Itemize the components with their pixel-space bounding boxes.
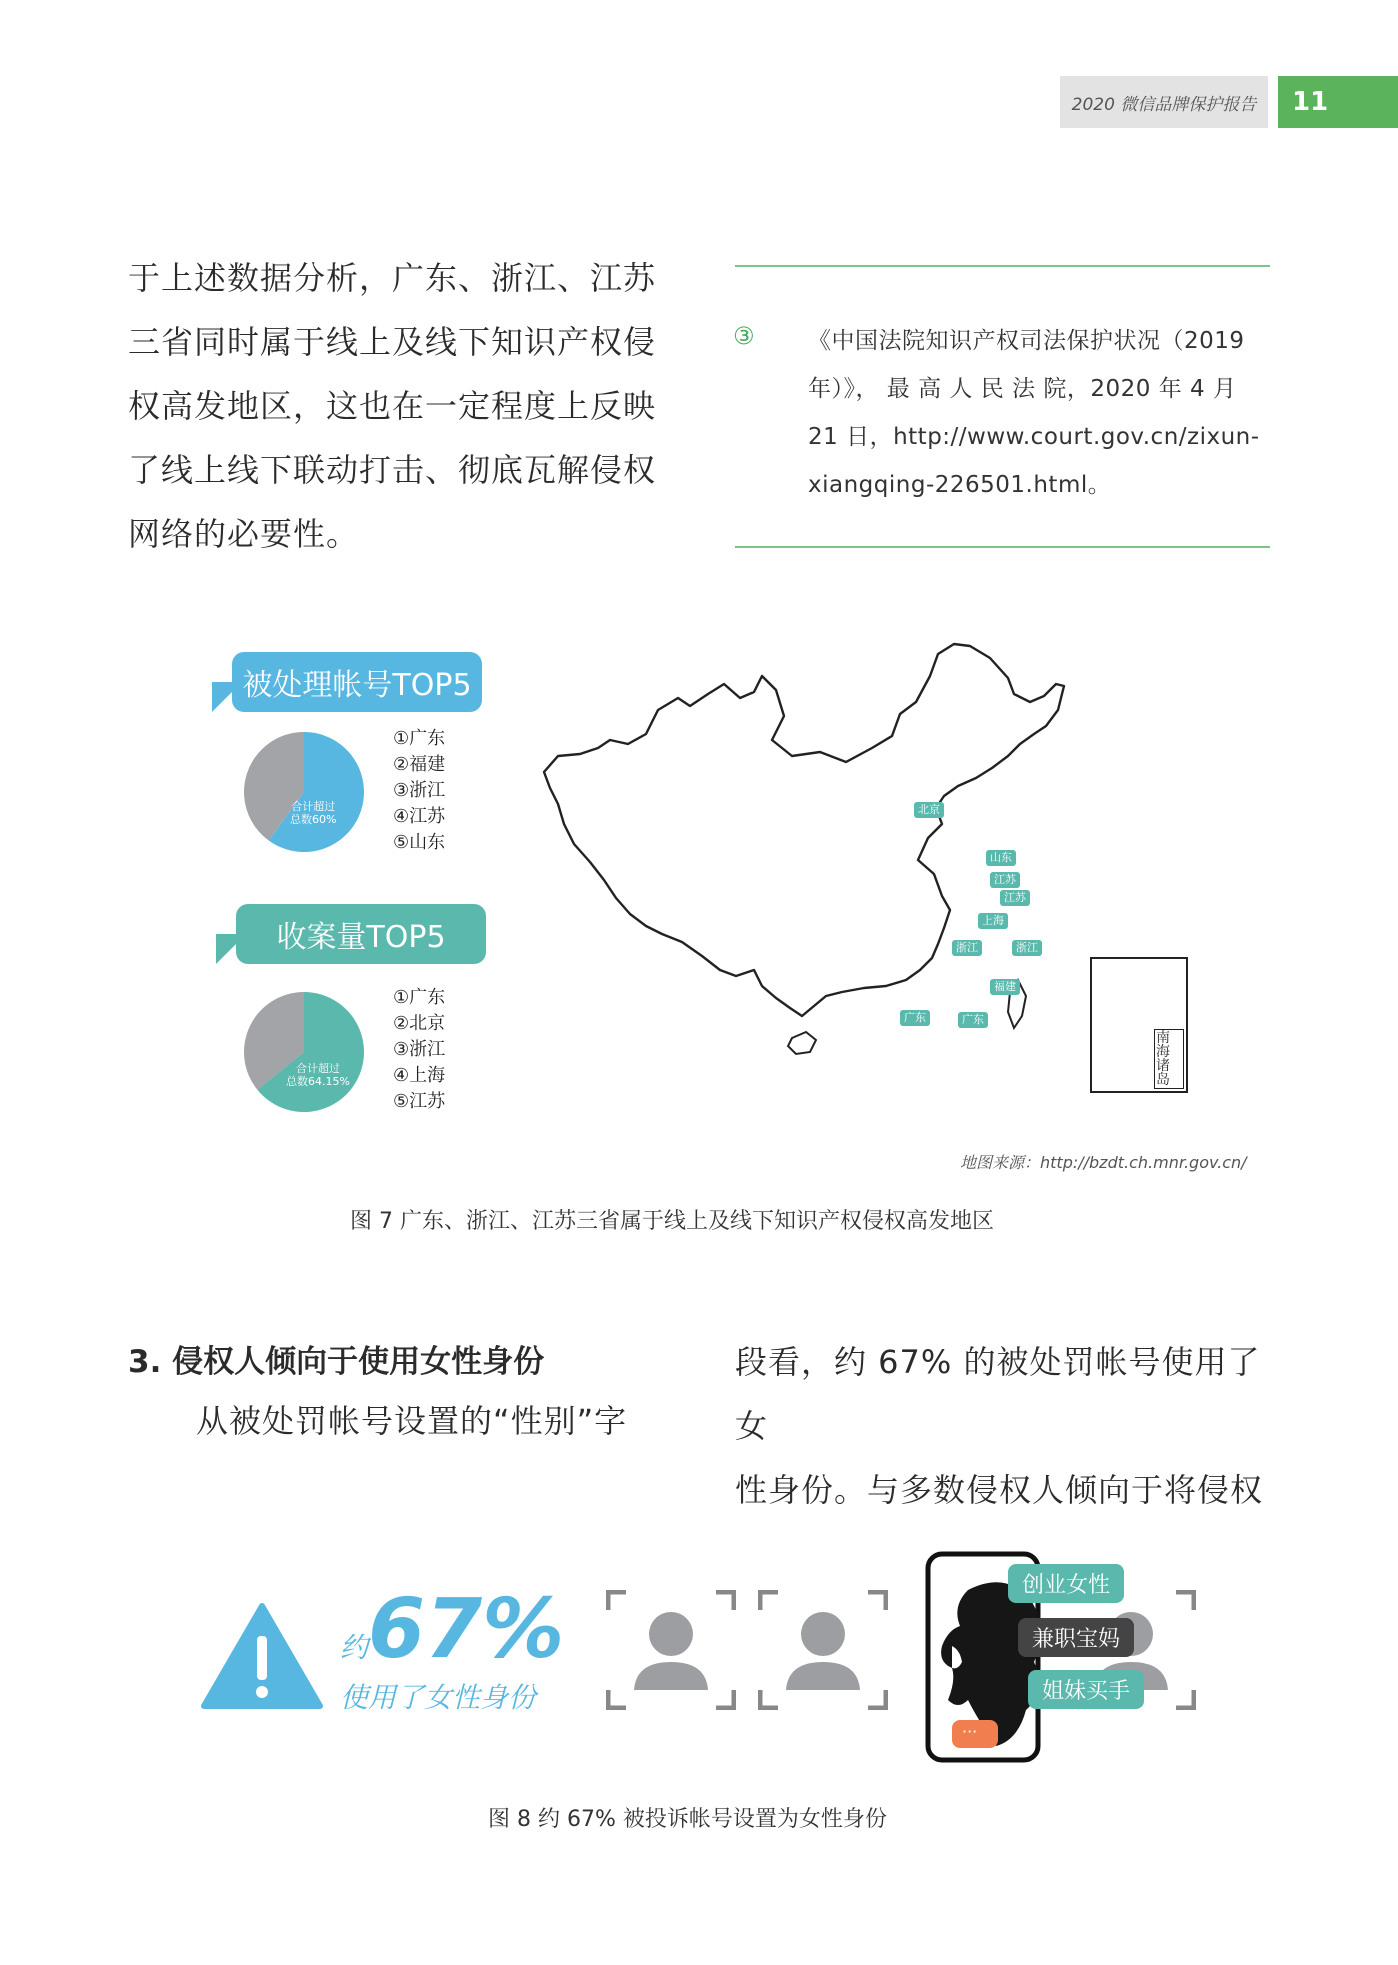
list-item: ③浙江 <box>393 1039 446 1060</box>
page-number: 11 <box>1278 76 1398 128</box>
map-pin: 浙江 <box>1012 940 1042 956</box>
footnote-bottom-rule <box>735 546 1270 548</box>
footnote-line: 年）》， 最 高 人 民 法 院，2020 年 4 月 <box>808 376 1237 402</box>
map-pin: 江苏 <box>1000 890 1030 906</box>
paragraph-line: 权高发地区，这也在一定程度上反映 <box>128 387 657 425</box>
paragraph-line: 段看，约 67% 的被处罚帐号使用了女 <box>735 1343 1261 1445</box>
china-outline <box>544 644 1064 1016</box>
map-pin: 广东 <box>958 1012 988 1028</box>
pie-chart-cases <box>242 990 366 1114</box>
map-pin: 福建 <box>990 979 1020 995</box>
list-item: ⑤江苏 <box>393 1091 446 1112</box>
persona-bubble: 姐妹买手 <box>1028 1670 1144 1709</box>
warning-icon <box>200 1602 324 1712</box>
map-pin: 江苏 <box>990 872 1020 888</box>
persona-bubble: 兼职宝妈 <box>1018 1618 1134 1657</box>
top5-accounts-title: 被处理帐号TOP5 <box>232 652 482 712</box>
list-item: ①广东 <box>393 987 446 1008</box>
footnote-line: xiangqing-226501.html。 <box>808 472 1112 498</box>
map-pin: 广东 <box>900 1010 930 1026</box>
footnote-line: 21 日，http://www.court.gov.cn/zixun- <box>808 424 1260 450</box>
paragraph-line: 了线上线下联动打击、彻底瓦解侵权 <box>128 451 657 489</box>
map-source: 地图来源：http://bzdt.ch.mnr.gov.cn/ <box>960 1153 1247 1172</box>
list-item: ①广东 <box>393 728 446 749</box>
south-china-sea-inset <box>1090 957 1188 1093</box>
footnote-text <box>808 317 1270 509</box>
user-avatar-icon <box>758 1590 888 1710</box>
pie-label-line: 总数64.15% <box>286 1075 350 1088</box>
paragraph-line: 网络的必要性。 <box>128 515 360 553</box>
section-right-text <box>735 1330 1275 1522</box>
big-percentage <box>340 1582 564 1677</box>
list-item: ④上海 <box>393 1065 446 1086</box>
section-title: 3. 侵权人倾向于使用女性身份 <box>128 1344 545 1380</box>
list-item: ④江苏 <box>393 806 446 827</box>
list-item: ③浙江 <box>393 780 446 801</box>
report-title: 2020 微信品牌保护报告 <box>1060 76 1268 128</box>
top5-accounts-list <box>393 726 445 856</box>
map-pin: 山东 <box>986 850 1016 866</box>
pie-label-accounts <box>290 800 336 826</box>
pie-chart-accounts <box>242 730 366 854</box>
pie-label-line: 总数60% <box>290 813 337 826</box>
footnote-line: 《中国法院知识产权司法保护状况（2019 <box>808 328 1245 354</box>
inset-label: 南海诸岛 <box>1154 1029 1184 1089</box>
paragraph-line: 性身份。与多数侵权人倾向于将侵权 <box>735 1471 1264 1509</box>
paragraph-line: 于上述数据分析，广东、浙江、江苏 <box>128 259 657 297</box>
paragraph-line: 三省同时属于线上及线下知识产权侵 <box>128 323 657 361</box>
percentage-value: 67% <box>368 1582 565 1677</box>
top5-cases-list <box>393 985 445 1115</box>
percentage-prefix: 约 <box>340 1631 369 1664</box>
top5-cases-title: 收案量TOP5 <box>236 904 486 964</box>
chat-dots: ··· <box>962 1722 978 1741</box>
hainan-island <box>788 1032 816 1054</box>
map-pin: 浙江 <box>952 940 982 956</box>
pie-label-line: 合计超过 <box>295 1062 340 1075</box>
list-item: ②福建 <box>393 754 446 775</box>
figure-7-caption: 图 7 广东、浙江、江苏三省属于线上及线下知识产权侵权高发地区 <box>350 1209 994 1234</box>
china-map <box>540 636 1110 1106</box>
footnote-top-rule <box>735 265 1270 267</box>
figure-8-caption: 图 8 约 67% 被投诉帐号设置为女性身份 <box>488 1807 887 1832</box>
list-item: ②北京 <box>393 1013 446 1034</box>
map-pin: 北京 <box>914 802 944 818</box>
footnote-number: ③ <box>733 322 755 350</box>
pie-label-cases <box>286 1062 350 1088</box>
map-pin: 上海 <box>978 913 1008 929</box>
paragraph-1 <box>128 246 668 566</box>
user-avatar-icon <box>606 1590 736 1710</box>
persona-bubble: 创业女性 <box>1008 1564 1124 1603</box>
pie-label-line: 合计超过 <box>291 800 336 813</box>
list-item: ⑤山东 <box>393 832 446 853</box>
percentage-subtitle: 使用了女性身份 <box>340 1681 537 1714</box>
section-left-line: 从被处罚帐号设置的“性别”字 <box>196 1402 628 1440</box>
